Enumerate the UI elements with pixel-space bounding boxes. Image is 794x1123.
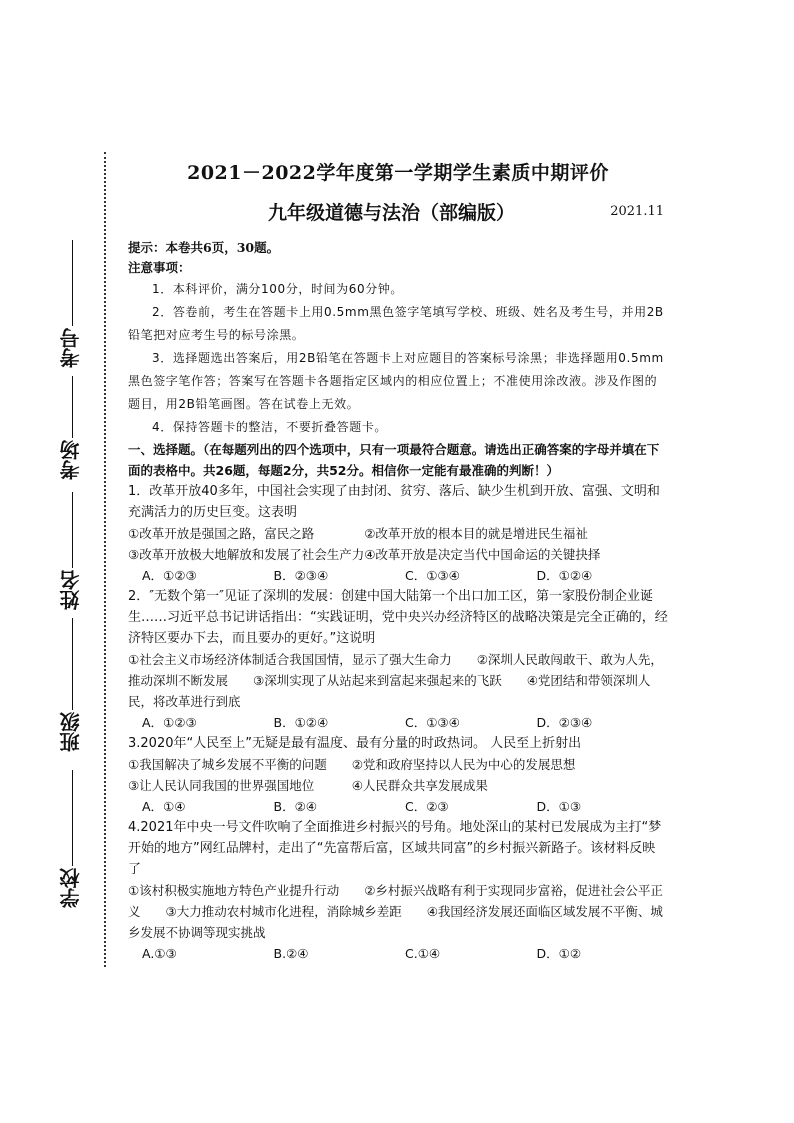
question-statement: ③让人民认同我国的世界强国地位 ④人民群众共享发展成果 bbox=[128, 778, 488, 793]
choice-a: A．①②③ bbox=[142, 715, 197, 730]
answer-choices bbox=[128, 943, 668, 964]
school-line bbox=[72, 770, 73, 866]
hint-label: 提示： bbox=[128, 240, 166, 255]
class-line bbox=[72, 618, 73, 710]
notice-item: 1．本科评价，满分100分，时间为60分钟。 bbox=[152, 282, 404, 296]
hint-line bbox=[128, 238, 668, 258]
exam-number-label: 考号 bbox=[59, 328, 83, 368]
exam-date: 2021.11 bbox=[610, 204, 664, 219]
question-stem: 3.2020年“人民至上”无疑是最有温度、最有分量的时政热词。 人民至上折射出 bbox=[128, 736, 582, 751]
question-statement: ③改革开放极大地解放和发展了社会生产力④改革开放是决定当代中国命运的关键抉择 bbox=[128, 547, 601, 562]
name-label: 姓名 bbox=[59, 570, 83, 610]
question-stem: 1．改革开放40多年，中国社会实现了由封闭、贫穷、落后、缺少生机到开放、富强、文明和充满活力的历史巨变。这表明 bbox=[128, 484, 660, 520]
answer-choices bbox=[128, 796, 668, 817]
notice-item: 2．答卷前，考生在答题卡上用0.5mm黑色签字笔填写学校、班级、姓名及考生号，并用2B铅笔把对应考生号的标号涂黑。 bbox=[128, 305, 664, 342]
choice-a: A．①④ bbox=[142, 799, 186, 814]
exam-content bbox=[128, 158, 668, 964]
choice-b: B．②④ bbox=[273, 799, 317, 814]
choice-c: C．①③④ bbox=[405, 568, 460, 583]
choice-a: A．①②③ bbox=[142, 568, 197, 583]
exam-number-line bbox=[72, 240, 73, 326]
subtitle-row bbox=[128, 198, 668, 238]
question-stem: 2．″无数个第一″见证了深圳的发展：创建中国大陆第一个出口加工区，第一家股份制企业诞生……习近平总书记讲话指出：“实践证明，党中央兴办经济特区的战略决策是完全正确的，经济特区要办下去，而且要办的更好。”这说明 bbox=[128, 589, 668, 646]
choice-d: D．①② bbox=[536, 946, 582, 961]
answer-choices bbox=[128, 565, 668, 586]
choice-d: D．②③④ bbox=[536, 715, 593, 730]
hint-text: 本卷共6页，30题。 bbox=[165, 240, 280, 255]
choice-a: A.①③ bbox=[142, 946, 177, 961]
attention-heading: 注意事项： bbox=[128, 260, 191, 275]
notice-item: 4．保持答题卡的整洁，不要折叠答题卡。 bbox=[152, 420, 388, 434]
exam-room-label: 考场 bbox=[59, 440, 83, 480]
question-stem: 4.2021年中央一号文件吹响了全面推进乡村振兴的号角。地处深山的某村已发展成为主打“梦开始的地方”网红品牌村，走出了“先富帮后富，区域共同富”的乡村振兴新路子。该材料反映了 bbox=[128, 820, 662, 877]
answer-choices bbox=[128, 712, 668, 733]
name-line bbox=[72, 492, 73, 568]
binding-dotted-line bbox=[104, 152, 106, 967]
choice-b: B．②③④ bbox=[273, 568, 329, 583]
question-statement: ①我国解决了城乡发展不平衡的问题 ②党和政府坚持以人民为中心的发展思想 bbox=[128, 757, 576, 772]
choice-b: B．①②④ bbox=[273, 715, 329, 730]
question-statement: ①改革开放是强国之路，富民之路 ②改革开放的根本目的就是增进民生福祉 bbox=[128, 526, 588, 541]
choice-b: B.②④ bbox=[273, 946, 309, 961]
exam-title: 2021－2022学年度第一学期学生素质中期评价 bbox=[187, 162, 609, 184]
choice-d: D．①③ bbox=[536, 799, 582, 814]
section-heading: 一、选择题。（在每题列出的四个选项中，只有一项最符合题意。请选出正确答案的字母并填在下面的表格中。共26题，每题2分，共52分。相信你一定能有最准确的判断！） bbox=[128, 442, 660, 478]
school-label: 学校 bbox=[59, 868, 83, 908]
exam-subtitle: 九年级道德与法治（部编版） bbox=[268, 202, 516, 224]
choice-c: C.①④ bbox=[405, 946, 441, 961]
exam-room-line bbox=[72, 376, 73, 438]
class-label: 班级 bbox=[59, 712, 83, 752]
choice-c: C．②③ bbox=[405, 799, 449, 814]
question-statement: ①社会主义市场经济体制适合我国国情，显示了强大生命力 ②深圳人民敢闯敢干、敢为人先，推动深圳不断发展 ③深圳实现了从站起来到富起来强起来的飞跃 ④党团结和带领深圳人民，将改革进行到底 bbox=[128, 652, 663, 709]
notice-item: 3．选择题选出答案后，用2B铅笔在答题卡上对应题目的答案标号涂黑；非选择题用0.5mm黑色签字笔作答；答案写在答题卡各题指定区域内的相应位置上；不准使用涂改液。涉及作图的题目，用2B铅笔画图。答在试卷上无效。 bbox=[128, 351, 664, 411]
choice-d: D．①②④ bbox=[536, 568, 593, 583]
choice-c: C．①③④ bbox=[405, 715, 460, 730]
question-statement: ①该村积极实施地方特色产业提升行动 ②乡村振兴战略有利于实现同步富裕，促进社会公平正义 ③大力推动农村城市化进程，消除城乡差距 ④我国经济发展还面临区域发展不平衡、城乡发展不协调等现实挑战 bbox=[128, 883, 663, 940]
